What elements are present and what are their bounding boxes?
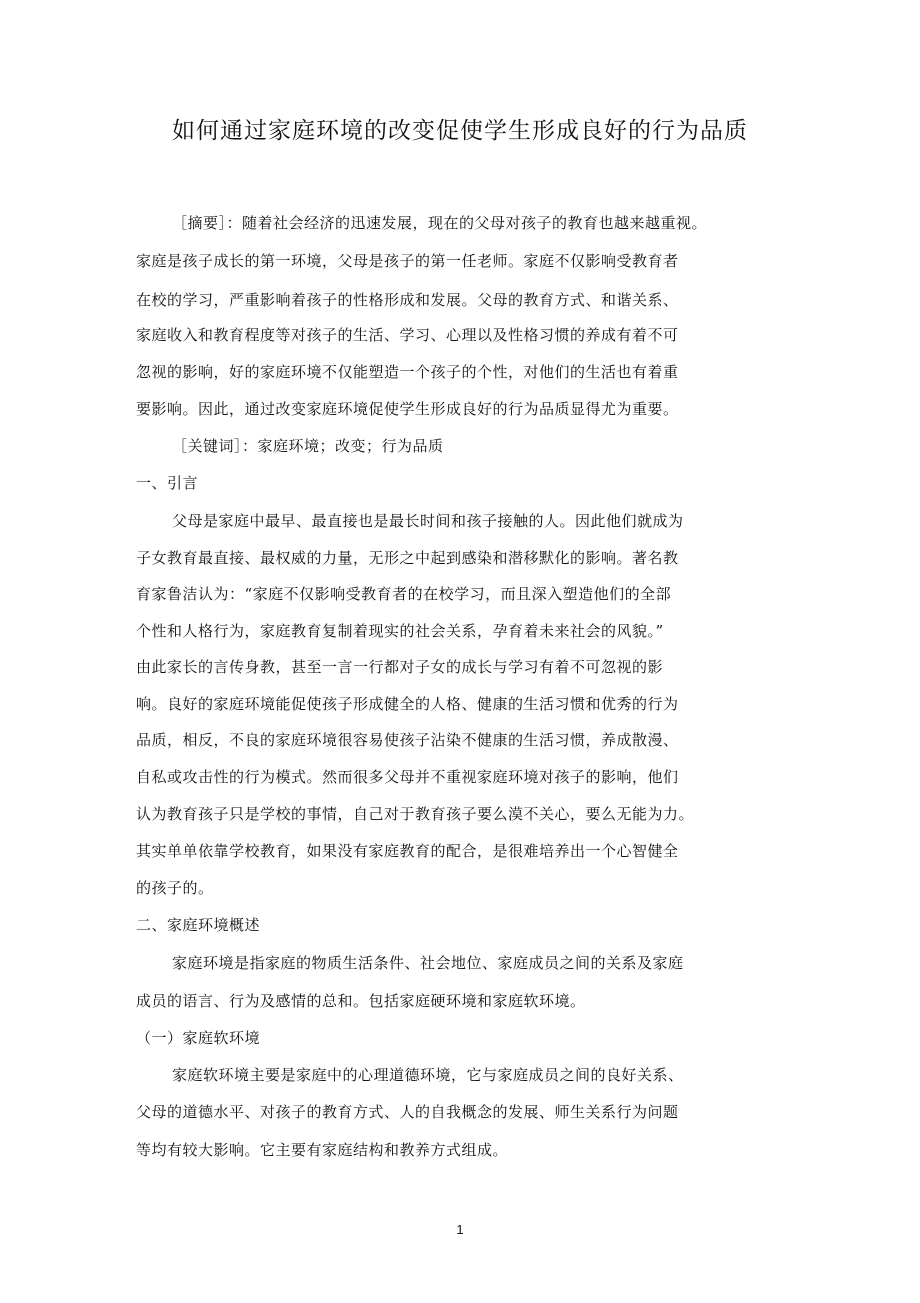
text-line: 忽视的影响，好的家庭环境不仅能塑造一个孩子的个性，对他们的生活也有着重 (136, 363, 679, 381)
text-line: ［摘要］：随着社会经济的迅速发展，现在的父母对孩子的教育也越来越重视。 (172, 214, 708, 232)
text-line: 成员的语言、行为及感情的总和。包括家庭硬环境和家庭软环境。 (136, 992, 586, 1010)
text-line: 在校的学习，严重影响着孩子的性格形成和发展。父母的教育方式、和谐关系、 (136, 291, 679, 309)
text-line: 其实单单依靠学校教育，如果没有家庭教育的配合，是很难培养出一个心智健全 (136, 842, 679, 860)
text-line: 家庭收入和教育程度等对孩子的生活、学习、心理以及性格习惯的养成有着不可 (136, 326, 679, 344)
text-line: 家庭是孩子成长的第一环境，父母是孩子的第一任老师。家庭不仅影响受教育者 (136, 252, 679, 270)
text-line: 育家鲁洁认为：“家庭不仅影响受教育者的在校学习，而且深入塑造他们的全部 (136, 585, 672, 603)
text-line: 父母是家庭中最早、最直接也是最长时间和孩子接触的人。因此他们就成为 (172, 512, 684, 530)
section-heading: 二、家庭环境概述 (136, 916, 261, 934)
text-line: 子女教育最直接、最权威的力量，无形之中起到感染和潜移默化的影响。著名教 (136, 549, 679, 567)
text-line: 响。良好的家庭环境能促使孩子形成健全的人格、健康的生活习惯和优秀的行为 (136, 695, 679, 713)
keywords-line: ［关键词］：家庭环境；改变；行为品质 (172, 437, 444, 455)
page-number: 1 (456, 1222, 464, 1237)
text-line: 家庭环境是指家庭的物质生活条件、社会地位、家庭成员之间的关系及家庭 (172, 954, 684, 972)
text-line: 品质，相反，不良的家庭环境很容易使孩子沾染不健康的生活习惯，养成散漫、 (136, 731, 679, 749)
text-line: 自私或攻击性的行为模式。然而很多父母并不重视家庭环境对孩子的影响，他们 (136, 768, 679, 786)
text-line: 的孩子的。 (136, 879, 214, 897)
subsection-heading: （一）家庭软环境 (136, 1029, 261, 1047)
text-line: 由此家长的言传身教，甚至一言一行都对子女的成长与学习有着不可忽视的影 (136, 658, 664, 676)
text-line: 个性和人格行为，家庭教育复制着现实的社会关系，孕育着未来社会的风貌。” (136, 622, 664, 640)
text-line: 认为教育孩子只是学校的事情，自己对于教育孩子要么漠不关心，要么无能为力。 (136, 805, 695, 823)
text-line: 等均有较大影响。它主要有家庭结构和教养方式组成。 (136, 1141, 509, 1159)
section-heading: 一、引言 (136, 474, 199, 492)
text-line: 父母的道德水平、对孩子的教育方式、人的自我概念的发展、师生关系行为问题 (136, 1103, 679, 1121)
page-title: 如何通过家庭环境的改变促使学生形成良好的行为品质 (172, 118, 748, 144)
text-line: 要影响。因此，通过改变家庭环境促使学生形成良好的行为品质显得尤为重要。 (136, 400, 679, 418)
text-line: 家庭软环境主要是家庭中的心理道德环境，它与家庭成员之间的良好关系、 (172, 1066, 684, 1084)
